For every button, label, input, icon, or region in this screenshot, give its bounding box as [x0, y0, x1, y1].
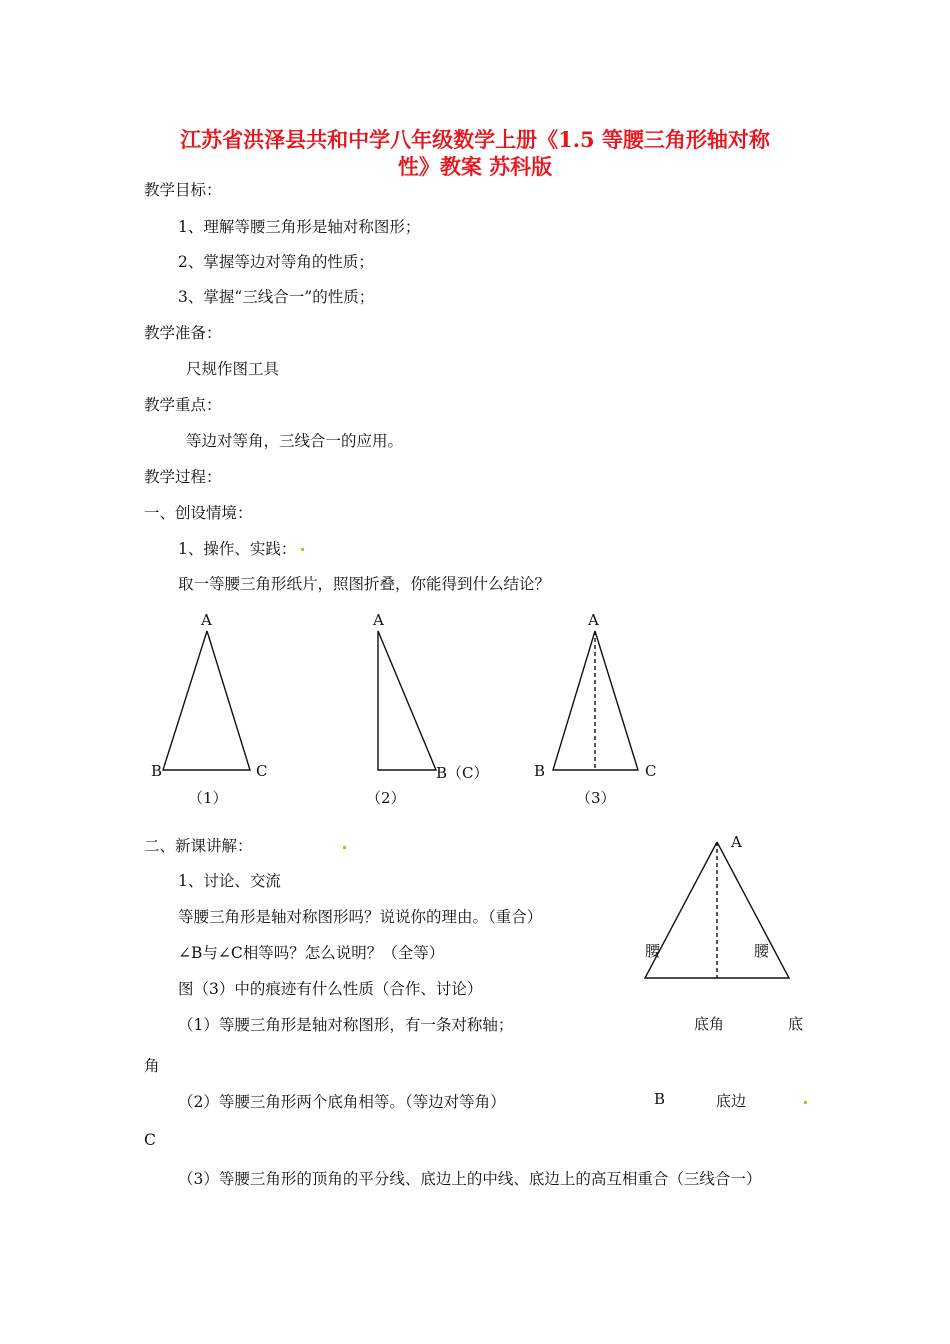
diagram-apex-a: A — [731, 833, 742, 851]
process-heading: 教学过程： — [144, 468, 222, 486]
figure-2-triangle — [378, 631, 436, 770]
diagram-leg-right: 腰 — [754, 942, 770, 960]
question-2: ∠B与∠C相等吗？怎么说明？（全等） — [178, 944, 445, 962]
folding-task: 取一等腰三角形纸片，照图折叠，你能得到什么结论？ — [178, 575, 551, 593]
goals-heading: 教学目标： — [144, 181, 222, 199]
figure-1-triangle — [163, 631, 250, 770]
diagram-base-angle-right: 底 — [788, 1015, 804, 1033]
document-title-line1: 江苏省洪泽县共和中学八年级数学上册《1.5 等腰三角形轴对称 — [180, 127, 770, 152]
fig1-vertex-b: B — [151, 762, 163, 780]
question-3: 图（3）中的痕迹有什么性质（合作、讨论） — [178, 980, 483, 998]
fig2-caption: （2） — [366, 789, 406, 807]
diagram-vertex-b: B — [654, 1090, 666, 1108]
diagram-base: 底边 — [716, 1092, 747, 1110]
conclusion-3: （3）等腰三角形的顶角的平分线、底边上的中线、底边上的高互相重合（三线合一） — [178, 1170, 762, 1188]
diagram-base-angle-left: 底角 — [694, 1015, 725, 1033]
document-title-line2: 性》教案 苏科版 — [397, 154, 553, 179]
fig2-vertex-bc: B（C） — [436, 764, 489, 782]
focus-heading: 教学重点： — [144, 396, 222, 414]
figure-3-triangle — [553, 631, 638, 770]
section-2-heading: 二、新课讲解： — [144, 837, 253, 855]
fig1-caption: （1） — [188, 789, 228, 807]
fig3-vertex-a: A — [588, 611, 599, 629]
section-1-heading: 一、创设情境： — [144, 504, 253, 522]
goal-item-3: 3、掌握“三线合一”的性质； — [178, 288, 375, 306]
fig1-vertex-c: C — [256, 762, 268, 780]
diagram-leg-left: 腰 — [645, 942, 661, 960]
prep-heading: 教学准备： — [144, 324, 222, 342]
fig3-vertex-b: B — [534, 762, 546, 780]
section-2-sub: 1、讨论、交流 — [178, 872, 281, 890]
fig3-vertex-c: C — [645, 762, 657, 780]
section-1-item: 1、操作、实践： — [178, 540, 297, 558]
conclusion-2-wrap: C — [144, 1131, 156, 1149]
question-1: 等腰三角形是轴对称图形吗？说说你的理由。（重合） — [178, 908, 543, 926]
prep-text: 尺规作图工具 — [186, 360, 280, 378]
goal-item-1: 1、理解等腰三角形是轴对称图形； — [178, 218, 421, 236]
conclusion-2: （2）等腰三角形两个底角相等。（等边对等角） — [178, 1093, 506, 1111]
conclusion-1: （1）等腰三角形是轴对称图形，有一条对称轴； — [178, 1016, 514, 1034]
fig3-caption: （3） — [576, 789, 616, 807]
conclusion-1-wrap: 角 — [144, 1057, 160, 1075]
focus-text: 等边对等角，三线合一的应用。 — [186, 432, 404, 450]
fig2-vertex-a: A — [373, 611, 384, 629]
goal-item-2: 2、掌握等边对等角的性质； — [178, 253, 374, 271]
fig1-vertex-a: A — [201, 611, 212, 629]
